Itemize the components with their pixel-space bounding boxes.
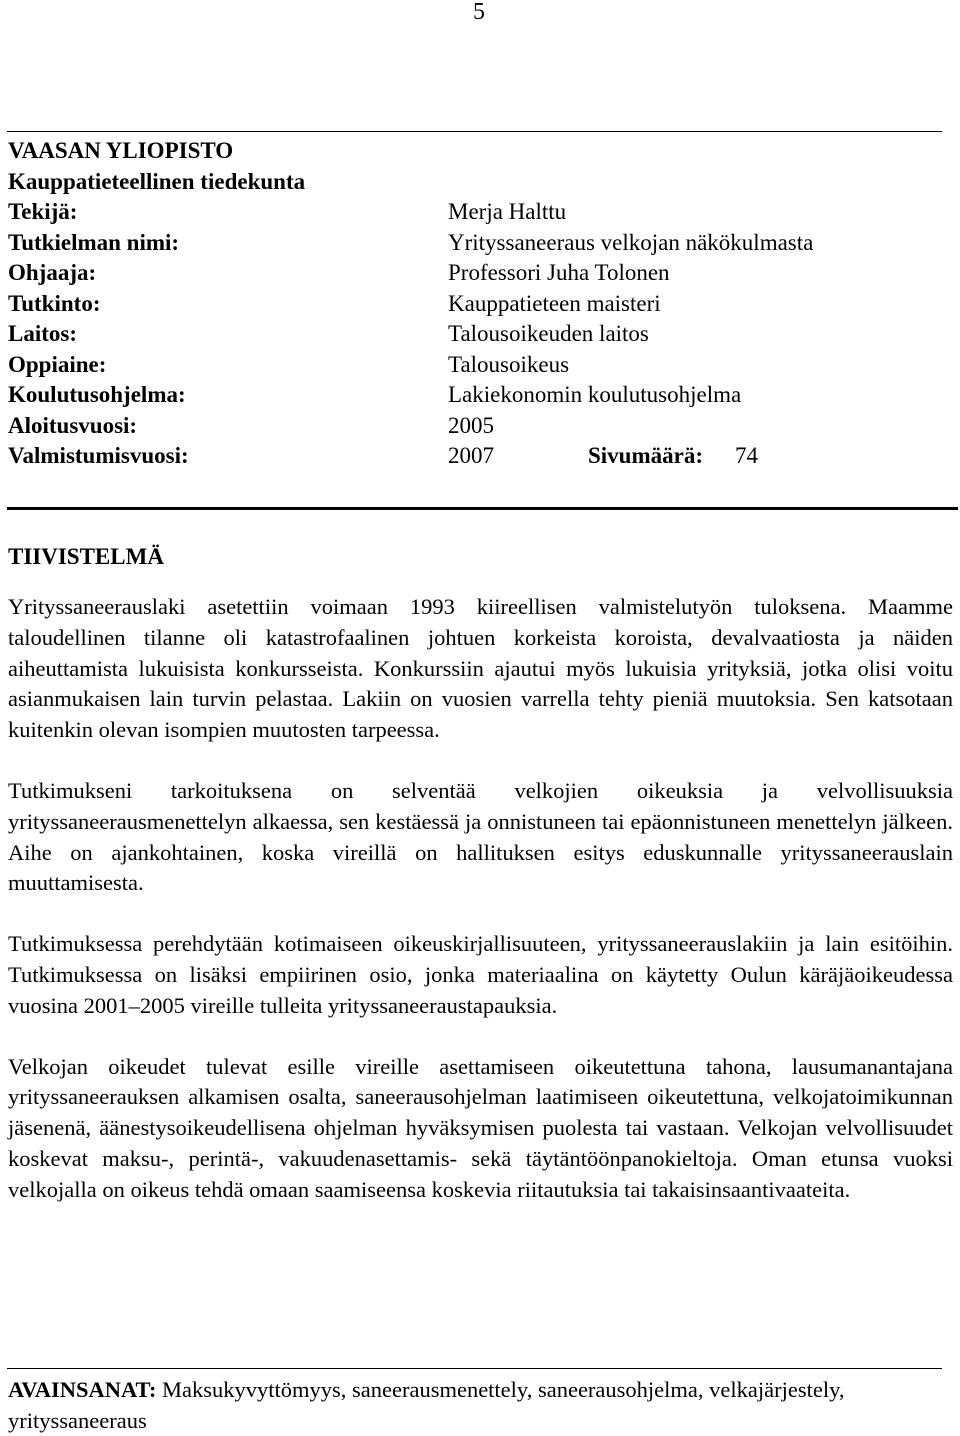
keywords-label: AVAINSANAT: [8, 1377, 162, 1402]
meta-label: Laitos: [8, 321, 77, 346]
meta-value: Professori Juha Tolonen [448, 260, 670, 285]
top-divider [7, 131, 942, 132]
meta-row-graduation-year [8, 441, 948, 472]
meta-row-start-year [8, 411, 948, 442]
summary-body [8, 592, 953, 1236]
meta-row-programme [8, 380, 948, 411]
meta-label: Valmistumisvuosi: [8, 443, 189, 468]
bottom-divider [7, 1368, 942, 1369]
page-number: 5 [473, 0, 485, 25]
section-divider [7, 507, 958, 510]
thesis-metadata [8, 136, 948, 472]
meta-row-degree [8, 289, 948, 320]
summary-paragraph: Tutkimuksessa perehdytään kotimaiseen oikeuskirjallisuuteen, yrityssaneerauslakiin ja lain esitöihin. Tutkimuksessa on lisäksi empiirinen osio, jonka materiaalina on käytetty Oulun käräjäoikeudessa vuosina 2001–2005 vireille tulleita yrityssaneeraustapauksia. [8, 931, 953, 1018]
page-count-value: 74 [735, 443, 758, 468]
meta-row-subject [8, 350, 948, 381]
meta-label: Tekijä: [8, 199, 78, 224]
meta-row-author [8, 197, 948, 228]
keywords-text: Maksukyvyttömyys, saneerausmenettely, saneerausohjelma, velkajärjestely, yrityssaneeraus [8, 1377, 845, 1433]
meta-label: Oppiaine: [8, 351, 107, 377]
summary-paragraph: Yrityssaneerauslaki asetettiin voimaan 1993 kiireellisen valmistelutyön tuloksena. Maamme taloudellinen tilanne oli katastrofaalinen johtuen korkeista koroista, devalvaatiosta ja näiden aiheuttamista lukuisista konkursseista. Konkurssiin ajautui myös lukuisia yrityksiä, jotka olisi voitu asianmukaisen lain turvin pelastaa. Lakiin on vuosien varrella tehty pieniä muutoksia. Sen katsotaan kuitenkin olevan isompien muutosten tarpeessa. [8, 594, 953, 743]
meta-value: Talousoikeus [448, 351, 570, 377]
meta-value: Kauppatieteen maisteri [448, 290, 661, 316]
page-count-label: Sivumäärä: [588, 443, 703, 468]
university-name: VAASAN YLIOPISTO [8, 138, 234, 163]
meta-label: Koulutusohjelma: [8, 382, 186, 407]
meta-value: Yrityssaneeraus velkojan näkökulmasta [448, 229, 814, 255]
meta-row-title [8, 228, 948, 259]
summary-heading: TIIVISTELMÄ [8, 544, 164, 569]
meta-value: Talousoikeuden laitos [448, 321, 649, 346]
meta-value: Lakiekonomin koulutusohjelma [448, 382, 742, 407]
keywords [8, 1374, 953, 1436]
meta-value: Merja Halttu [448, 199, 567, 224]
meta-label: Aloitusvuosi: [8, 412, 138, 438]
meta-label: Tutkielman nimi: [8, 229, 180, 255]
meta-row-supervisor [8, 258, 948, 289]
faculty-name: Kauppatieteellinen tiedekunta [8, 168, 306, 194]
meta-value: 2005 [448, 412, 494, 438]
meta-label: Tutkinto: [8, 290, 101, 316]
summary-paragraph: Velkojan oikeudet tulevat esille vireille asettamiseen oikeutettuna tahona, lausumanantajana yrityssaneerauksen alkamisen osalta, saneerausohjelman laatimiseen oikeutettuna, velkojatoimikunnan jäsenenä, äänestysoikeudellisena ohjelman hyväksymisen puolesta tai vastaan. Velkojan velvollisuudet koskevat maksu-, perintä-, vakuudenasettamis- sekä täytäntöönpanokieltoja. Oman etunsa vuoksi velkojalla on oikeus tehdä omaan saamiseensa koskevia riitautuksia tai takaisinsaantivaateita. [8, 1053, 953, 1202]
meta-label: Ohjaaja: [8, 260, 97, 285]
summary-paragraph: Tutkimukseni tarkoituksena on selventää velkojien oikeuksia ja velvollisuuksia yrityssaneerausmenettelyn alkaessa, sen kestäessä ja onnistuneen tai epäonnistuneen menettelyn jälkeen. Aihe on ajankohtainen, koska vireillä on hallituksen esitys eduskunnalle yrityssaneerauslain muuttamisesta. [8, 777, 953, 896]
meta-row-department [8, 319, 948, 350]
meta-value: 2007 [448, 443, 494, 468]
